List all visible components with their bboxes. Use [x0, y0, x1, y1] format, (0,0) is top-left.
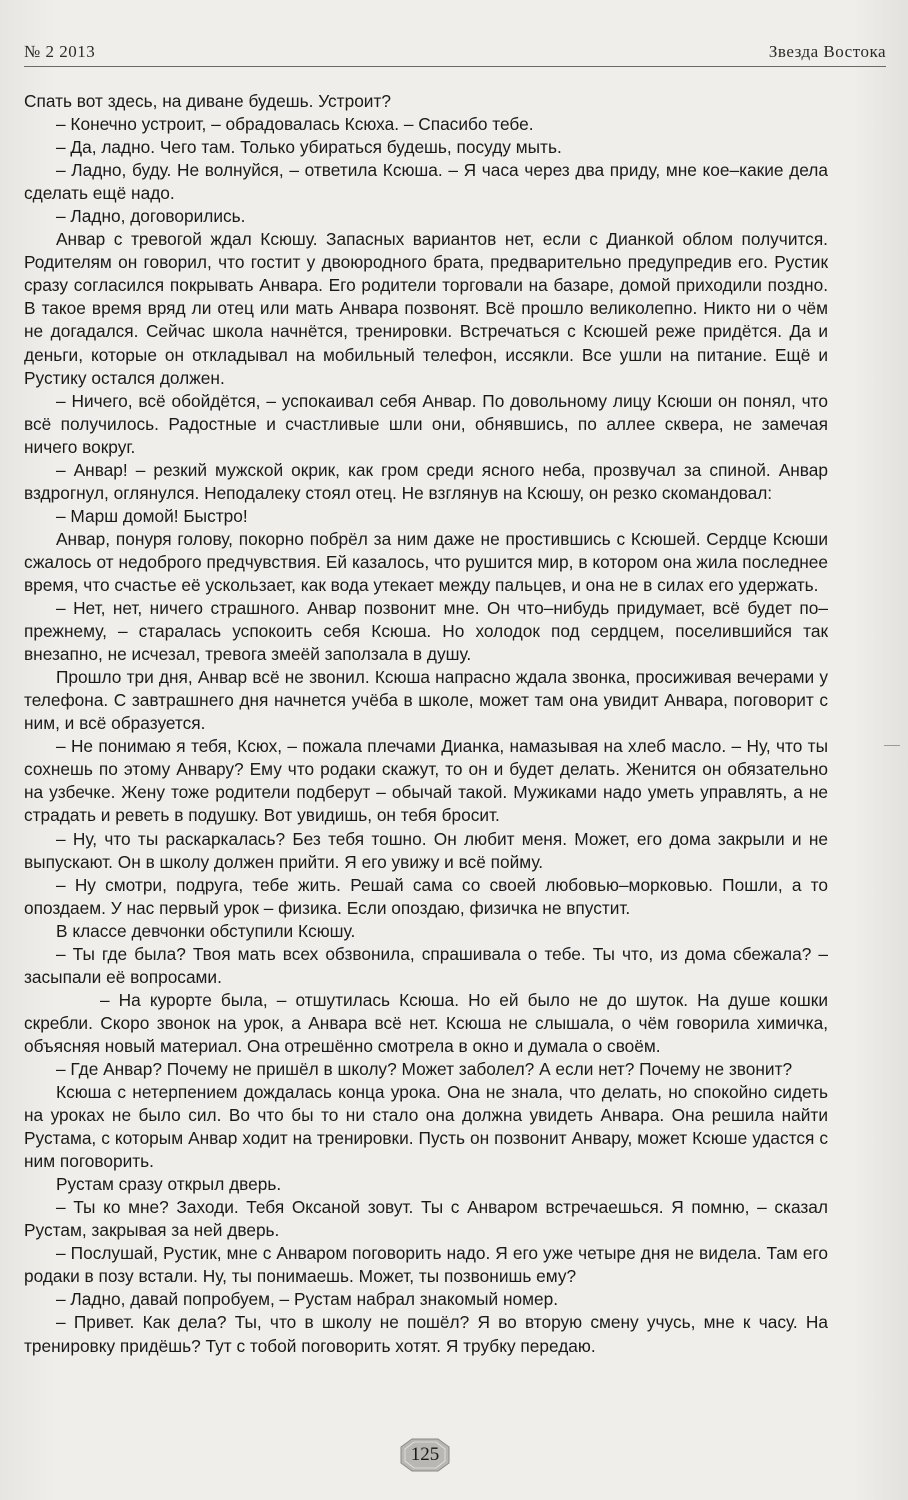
paragraph: Ксюша с нетерпением дождалась конца урока. Она не знала, что делать, но спокойно сидеть на уроках не было сил. Во что бы то ни стало она должна увидеть Анвара. Она решила найти Рустама, с которым Анвар ходит на тренировки. Пусть он позвонит Анвару, может Ксюше удастся с ним поговорить.	[24, 1082, 828, 1172]
paragraph: – Ну, что ты раскаркалась? Без тебя тошно. Он любит меня. Может, его дома закрыли и не выпускают. Он в школу должен прийти. Я его увижу и всё пойму.	[24, 828, 828, 872]
paragraph: – Ничего, всё обойдётся, – успокаивал себя Анвар. По довольному лицу Ксюши он понял, что всё получилось. Радостные и счастливые шли они, обнявшись, по аллее сквера, не замечая ничего вокруг.	[24, 390, 828, 457]
paragraph: – Да, ладно. Чего там. Только убираться будешь, посуду мыть.	[56, 137, 562, 158]
paragraph: Спать вот здесь, на диване будешь. Устроит?	[24, 91, 391, 111]
paragraph: – Конечно устроит, – обрадовалась Ксюха. – Спасибо тебе.	[56, 114, 534, 135]
issue-number: № 2 2013	[24, 42, 96, 61]
paragraph: Анвар с тревогой ждал Ксюшу. Запасных вариантов нет, если с Дианкой облом получится. Родителям он говорил, что гостит у двоюродного брата, предварительно предупредив его. Рустик сразу согласился покрывать Анвара. Его родители торговали на базаре, домой приходили поздно. В такое время вряд ли отец или мать Анвара позвонят. Всё прошло великолепно. Никто ни о чём не догадался. Сейчас школа начнётся, тренировки. Встречаться с Ксюшей реже придётся. Да и деньги, которые он откладывал на мобильный телефон, иссякли. Все ушли на питание. Ещё и Рустику остался должен.	[24, 229, 828, 388]
paragraph: – Ты ко мне? Заходи. Тебя Оксаной зовут. Ты с Анваром встречаешься. Я помню, – сказал Рустам, закрывая за ней дверь.	[24, 1197, 828, 1241]
paragraph: Анвар, понуря голову, покорно побрёл за ним даже не простившись с Ксюшей. Сердце Ксюши сжалось от недоброго предчувствия. Ей казалось, что рушится мир, в котором она жила последнее время, что счастье её ускользает, как вода утекает между пальцев, и она не в силах его удержать.	[24, 528, 828, 595]
page-number-badge	[400, 1438, 450, 1472]
paragraph: – Не понимаю я тебя, Ксюх, – пожала плечами Дианка, намазывая на хлеб масло. – Ну, что ты сохнешь по этому Анвару? Ему что родаки скажут, то он и будет делать. Женится он обязательно на узбечке. Жену тоже родители подберут – обычай такой. Мужиками надо уметь управлять, а не страдать и реветь в подушку. Вот увидишь, он тебя бросит.	[24, 736, 828, 826]
page-number: 125	[410, 1444, 440, 1465]
paragraph: – Ну смотри, подруга, тебе жить. Решай сама со своей любовью–морковью. Пошли, а то опоздаем. У нас первый урок – физика. Если опоздаю, физичка не впустит.	[24, 874, 828, 918]
paragraph: – Привет. Как дела? Ты, что в школу не пошёл? Я во вторую смену учусь, мне к часу. На тренировку придёшь? Тут с тобой поговорить хотят. Я трубку передаю.	[24, 1312, 828, 1356]
paragraph: – Ладно, буду. Не волнуйся, – ответила Ксюша. – Я часа через два приду, мне кое–какие дела сделать ещё надо.	[24, 160, 828, 204]
paragraph: – Ладно, давай попробуем, – Рустам набрал знакомый номер.	[56, 1289, 559, 1310]
paragraph: – Где Анвар? Почему не пришёл в школу? Может заболел? А если нет? Почему не звонит?	[56, 1058, 793, 1079]
paragraph: – Ты где была? Твоя мать всех обзвонила, спрашивала о тебе. Ты что, из дома сбежала? – засыпали её вопросами.	[24, 943, 828, 987]
journal-title: Звезда Востока	[768, 42, 886, 61]
paragraph: – Марш домой! Быстро!	[56, 505, 248, 526]
paragraph: Прошло три дня, Анвар всё не звонил. Ксюша напрасно ждала звонка, просиживая вечерами у телефона. С завтрашнего дня начнется учёба в школе, может там она увидит Анвара, поговорит с ним, и всё образуется.	[24, 667, 828, 734]
paragraph: В классе девчонки обступили Ксюшу.	[56, 920, 356, 941]
paragraph: – На курорте была, – отшутилась Ксюша. Но ей было не до шуток. На душе кошки скребли. Скоро звонок на урок, а Анвара всё нет. Ксюша не слышала, о чём говорила химичка, объясняя новый материал. Она отрешённо смотрела в окно и думала о своём.	[24, 989, 828, 1056]
paragraph: – Ладно, договорились.	[56, 206, 246, 227]
running-header	[24, 38, 886, 67]
body-text	[24, 90, 828, 1358]
margin-mark	[884, 745, 900, 746]
paragraph: Рустам сразу открыл дверь.	[56, 1174, 282, 1195]
paragraph: – Нет, нет, ничего страшного. Анвар позвонит мне. Он что–нибудь придумает, всё будет по–прежнему, – старалась успокоить себя Ксюша. Но холодок под сердцем, поселившийся так внезапно, не исчезал, тревога змеёй заползала в душу.	[24, 598, 828, 665]
paragraph: – Послушай, Рустик, мне с Анваром поговорить надо. Я его уже четыре дня не видела. Там его родаки в позу встали. Ну, ты понимаешь. Может, ты позвонишь ему?	[24, 1243, 828, 1287]
paragraph: – Анвар! – резкий мужской окрик, как гром среди ясного неба, прозвучал за спиной. Анвар вздрогнул, оглянулся. Неподалеку стоял отец. Не взглянув на Ксюшу, он резко скомандовал:	[24, 459, 828, 503]
